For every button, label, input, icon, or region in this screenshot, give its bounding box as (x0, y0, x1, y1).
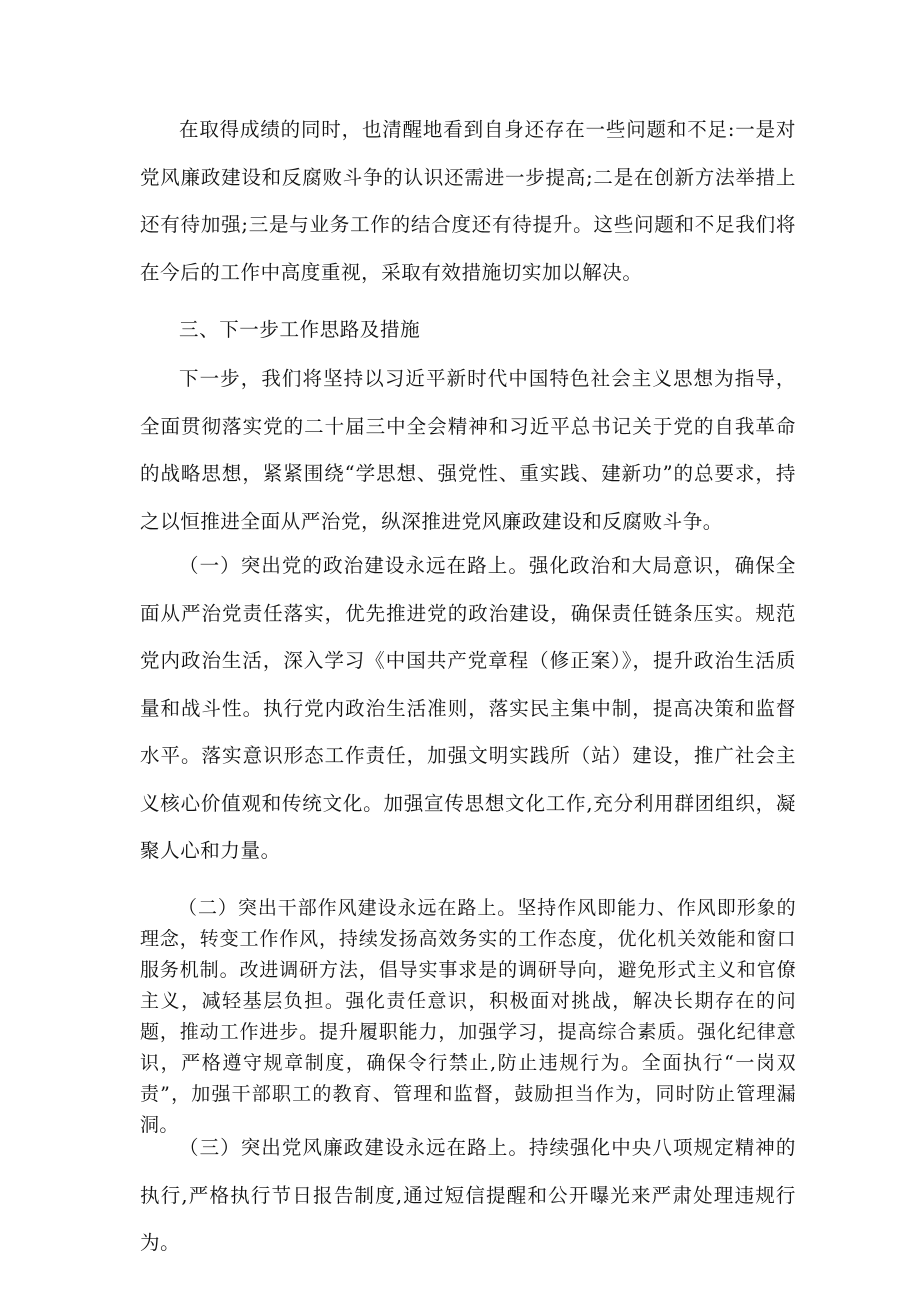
paragraph-political-building: （一）突出党的政治建设永远在路上。强化政治和大局意识，确保全面从严治党责任落实，优先推进党的政治建设，确保责任链条压实。规范党内政治生活，深入学习《中国共产党章程（修正案）》，提升政治生活质量和战斗性。执行党内政治生活准则，落实民主集中制，提高决策和监督水平。落实意识形态工作责任，加强文明实践所（站）建设，推广社会主义核心价值观和传统文化。加强宣传思想文化工作,充分利用群团组织，凝聚人心和力量。 (140, 554, 796, 862)
paragraph-integrity-building: （三）突出党风廉政建设永远在路上。持续强化中央八项规定精神的执行,严格执行节日报告制度,通过短信提醒和公开曝光来严肃处理违规行为。 (140, 1136, 796, 1254)
paragraph-cadre-style: （二）突出干部作风建设永远在路上。坚持作风即能力、作风即形象的理念，转变工作作风，持续发扬高效务实的工作态度，优化机关效能和窗口服务机制。改进调研方法，倡导实事求是的调研导向，避免形式主义和官僚主义，减轻基层负担。强化责任意识，积极面对挑战，解决长期存在的问题，推动工作进步。提升履职能力，加强学习，提高综合素质。强化纪律意识，严格遵守规章制度，确保令行禁止,防止违规行为。全面执行“一岗双责”，加强干部职工的教育、管理和监督，鼓励担当作为，同时防止管理漏洞。 (140, 897, 796, 1136)
paragraph-next-steps-intro: 下一步，我们将坚持以习近平新时代中国特色社会主义思想为指导，全面贯彻落实党的二十届三中全会精神和习近平总书记关于党的自我革命的战略思想，紧紧围绕“学思想、强党性、重实践、建新功”的总要求，持之以恒推进全面从严治党，纵深推进党风廉政建设和反腐败斗争。 (140, 367, 796, 533)
section-heading-next-steps: 三、下一步工作思路及措施 (179, 318, 421, 341)
paragraph-problems: 在取得成绩的同时，也清醒地看到自身还存在一些问题和不足:一是对党风廉政建设和反腐败斗争的认识还需进一步提高;二是在创新方法举措上还有待加强;三是与业务工作的结合度还有待提升。这些问题和不足我们将在今后的工作中高度重视，采取有效措施切实加以解决。 (140, 118, 796, 284)
